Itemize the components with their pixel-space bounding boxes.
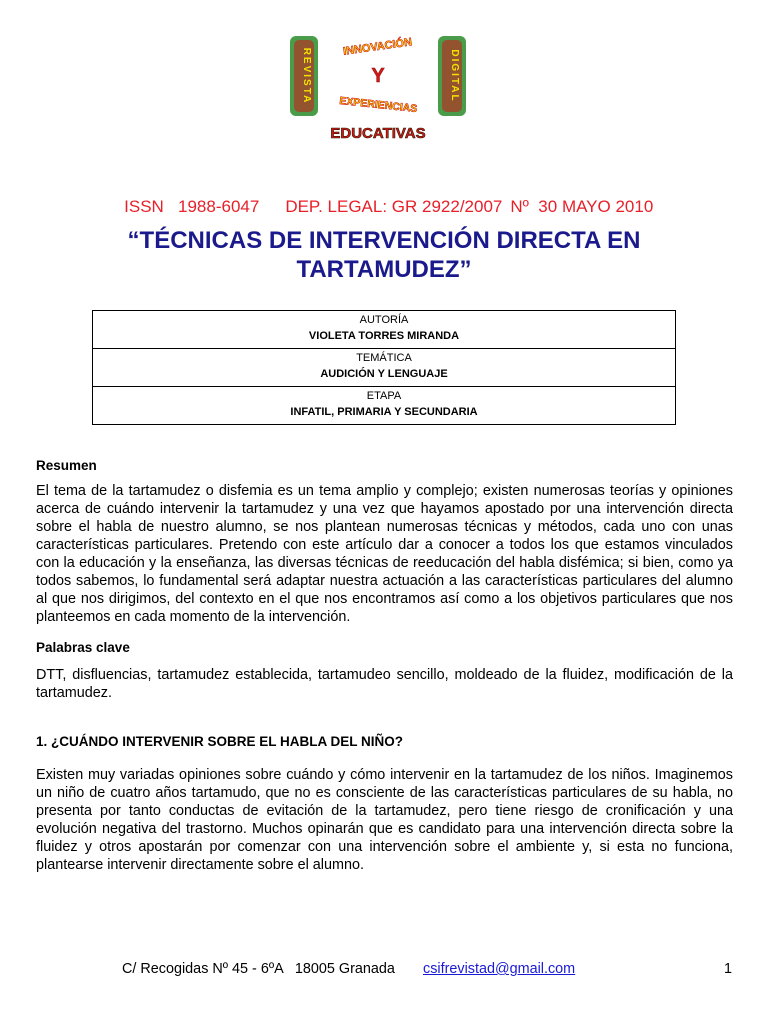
meta-value: AUDICIÓN Y LENGUAJE: [320, 368, 448, 380]
meta-label: ETAPA: [366, 390, 402, 402]
publication-info: [0, 177, 768, 217]
footer-email-link[interactable]: csifrevistad@gmail.com: [423, 961, 576, 977]
section-1-heading: 1. ¿CUÁNDO INTERVENIR SOBRE EL HABLA DEL NIÑO?: [36, 734, 404, 749]
title-line-1: “TÉCNICAS DE INTERVENCIÓN DIRECTA EN: [127, 227, 641, 254]
page-number: 1: [724, 961, 733, 977]
meta-cell: [93, 349, 676, 387]
meta-row-topic: [93, 349, 676, 387]
metadata-table: [92, 310, 676, 425]
issn: ISSN 1988-6047: [124, 197, 260, 216]
meta-cell: [93, 311, 676, 349]
meta-label: TEMÁTICA: [356, 352, 412, 364]
logo-left-vertical: REVISTA: [301, 47, 312, 105]
article-title: [60, 226, 708, 284]
section-1-text: Existen muy variadas opiniones sobre cuándo y cómo intervenir en la tartamudez de los niños. Imaginemos un niño de cuatro años tartamudo, que no es consciente de las características particulares de su habla, no presenta por tanto conductas de evitación de la tartamudez, pero tiene riesgo de cronificación y una evolución negativa del trastorno. Muchos opinarán que es candidato para una intervención directa sobre la fluidez y otros apostarán por comenzar con una intervención sobre el ambiente y, si esta no funciona, plantearse intervenir directamente sobre el alumno.: [36, 767, 733, 873]
keywords-text: DTT, disfluencias, tartamudez establecida, tartamudeo sencillo, moldeado de la fluidez, modificación de la tartamudez.: [36, 667, 733, 701]
logo-right-vertical: DIGITAL: [449, 49, 460, 103]
issue-number: Nº 30 MAYO 2010: [510, 197, 654, 216]
legal-deposit: DEP. LEGAL: GR 2922/2007: [285, 197, 503, 216]
meta-row-author: [93, 311, 676, 349]
logo-right-column: [438, 36, 466, 116]
meta-row-stage: [93, 387, 676, 425]
meta-value: INFATIL, PRIMARIA Y SECUNDARIA: [290, 406, 478, 418]
meta-value: VIOLETA TORRES MIRANDA: [308, 330, 460, 342]
journal-logo: [288, 30, 468, 148]
meta-label: AUTORÍA: [359, 314, 409, 326]
logo-line3: EXPERIENCIAS: [338, 94, 418, 116]
title-line-2: TARTAMUDEZ”: [296, 256, 472, 283]
abstract-text: El tema de la tartamudez o disfemia es un tema amplio y complejo; existen numerosas teorías y opiniones acerca de cuándo intervenir la tartamudez y una vez que hayamos apostado por una intervención directa sobre el habla de nuestro alumno, se nos plantean numerosas técnicas y métodos, cada uno con unas características particulares. Pretendo con este artículo dar a conocer a todos los que estamos vinculados con la educación y la enseñanza, las diversas técnicas de reeducación del habla disfémica; si bien, como ya todos sabemos, lo fundamental será adaptar nuestra actuación a las características particulares del alumno al que nos dirigimos, del contexto en el que nos encontramos así como a los objetivos particulares que nos planteemos en cada momento de la intervención.: [36, 483, 733, 625]
footer-address: C/ Recogidas Nº 45 - 6ºA 18005 Granada: [122, 961, 395, 977]
meta-cell: [93, 387, 676, 425]
keywords-heading: Palabras clave: [36, 640, 130, 655]
abstract-heading: Resumen: [36, 458, 97, 473]
logo-line4: EDUCATIVAS: [330, 125, 426, 142]
logo-left-column: [290, 36, 318, 116]
logo-line1: INNOVACIÓN: [342, 36, 413, 58]
logo-line2: Y: [371, 65, 385, 87]
